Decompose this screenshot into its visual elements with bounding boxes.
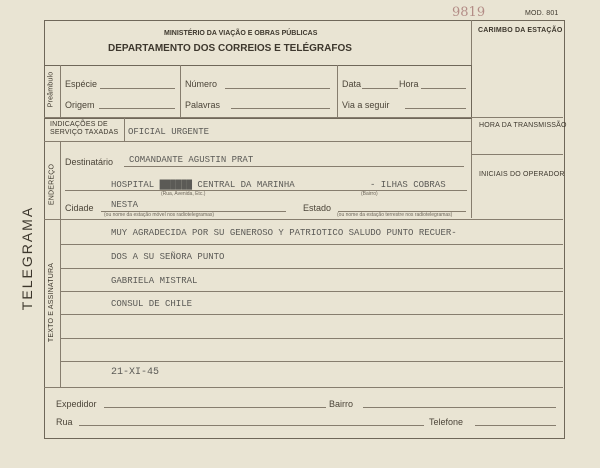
side-title: TELEGRAMA xyxy=(19,205,35,311)
prefix-box xyxy=(44,65,472,119)
station-stamp-label: CARIMBO DA ESTAÇÃO xyxy=(478,27,563,34)
state-hint: (ou nome da estação terrestre nos radiotelegramas) xyxy=(337,212,453,218)
operator-initials-label: INICIAIS DO OPERADOR xyxy=(479,171,565,178)
recipient-label: Destinatário xyxy=(65,157,114,167)
street-value: HOSPITAL ██████ CENTRAL DA MARINHA xyxy=(111,180,295,190)
footer-street-label: Rua xyxy=(56,417,73,427)
message-date: 21-XI-45 xyxy=(111,367,160,378)
ministry-title: MINISTÉRIO DA VIAÇÃO E OBRAS PÚBLICAS xyxy=(164,30,318,37)
data-label: Data xyxy=(342,79,362,89)
sender-label: Expedidor xyxy=(56,399,97,409)
serial-number: 9819 xyxy=(452,5,486,20)
service-indications: INDICAÇÕES DE SERVIÇO TAXADAS xyxy=(50,121,119,136)
numero-label: Número xyxy=(185,79,218,89)
message-line-1: MUY AGRADECIDA POR SU GENEROSO Y PATRIOTICO SALUDO PUNTO RECUER- xyxy=(111,228,457,238)
message-line-2: DOS A SU SEÑORA PUNTO xyxy=(111,252,225,262)
phone-label: Telefone xyxy=(429,417,464,427)
right-column-divider xyxy=(471,20,472,218)
model-number: MOD. 801 xyxy=(525,10,559,17)
department-title: DEPARTAMENTO DOS CORREIOS E TELÉGRAFOS xyxy=(108,43,352,54)
palavras-label: Palavras xyxy=(185,100,221,110)
address-side-label: ENDEREÇO xyxy=(48,163,56,206)
district-value: - ILHAS COBRAS xyxy=(370,180,446,190)
prefix-label: Preâmbulo xyxy=(47,71,55,108)
via-label: Via a seguir xyxy=(342,100,390,110)
message-line-3: GABRIELA MISTRAL xyxy=(111,276,198,286)
recipient-value: COMANDANTE AGUSTIN PRAT xyxy=(129,155,254,165)
message-line-4: CONSUL DE CHILE xyxy=(111,299,193,309)
transmission-time-label: HORA DA TRANSMISSÃO xyxy=(479,122,567,129)
origem-label: Origem xyxy=(65,100,95,110)
service-indications-value: OFICIAL URGENTE xyxy=(128,127,210,137)
especie-label: Espécie xyxy=(65,79,98,89)
hora-label: Hora xyxy=(399,79,419,89)
footer-district-label: Bairro xyxy=(329,399,354,409)
street-hint: (Rua, Avenida, Etc.) xyxy=(161,191,206,197)
message-side-label: TEXTO E ASSINATURA xyxy=(48,262,55,343)
city-hint: (ou nome da estação móvel nos radiotelegramas) xyxy=(104,212,215,218)
city-value: NESTA xyxy=(111,200,139,210)
district-hint: (Bairro) xyxy=(361,191,378,197)
city-label: Cidade xyxy=(65,203,94,213)
state-label: Estado xyxy=(303,203,332,213)
